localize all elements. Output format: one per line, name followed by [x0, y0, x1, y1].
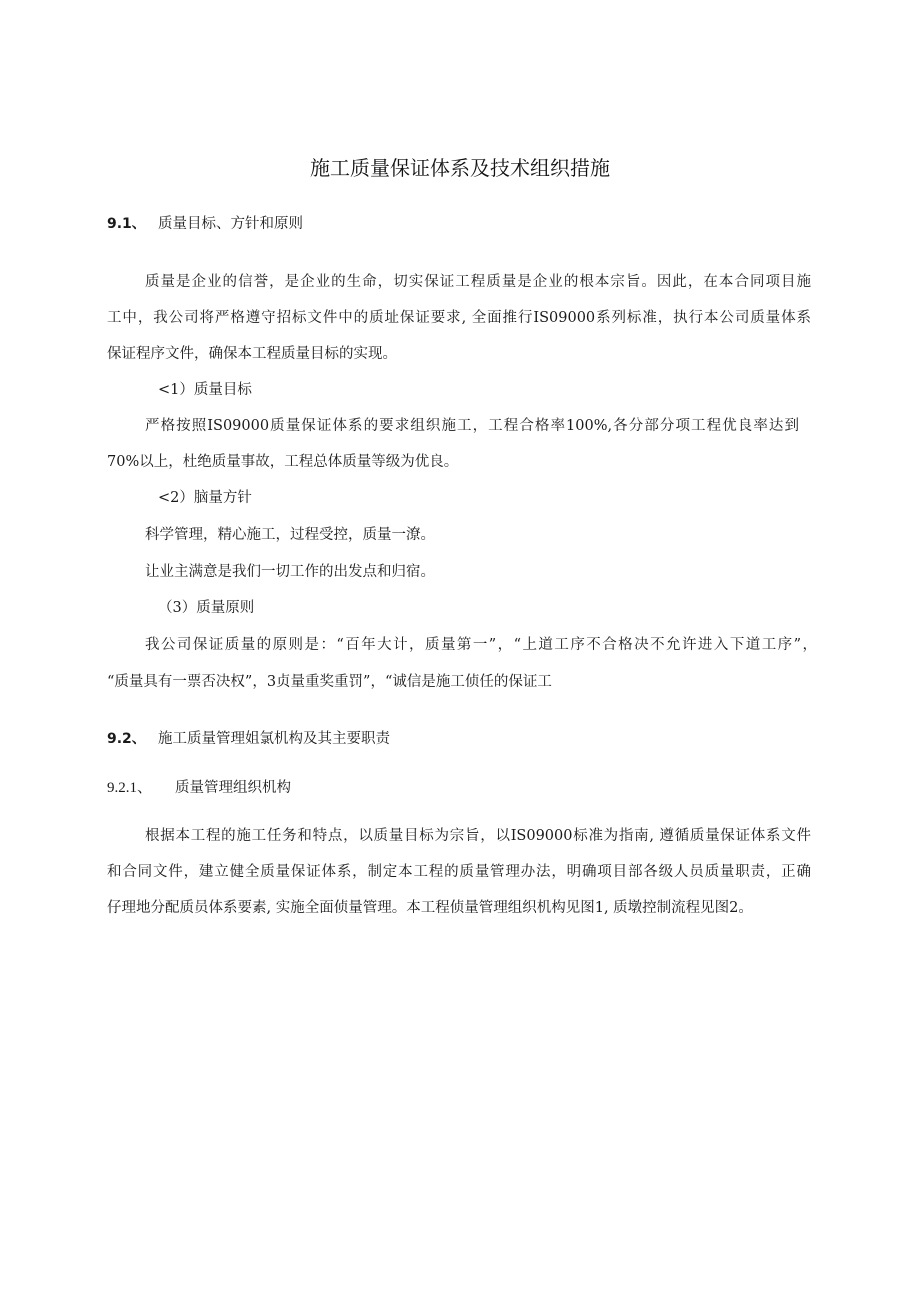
- intro-line-2: 工中，我公司将严格遵守招标文件中的质址保证要求, 全面推行IS09000系列标准，执行本公司质量体系: [107, 310, 811, 326]
- policy-heading: <2）脑量方针: [158, 490, 252, 506]
- section-9-2-heading: 施工质量管理姐氯机构及其主要职责: [158, 731, 390, 747]
- principle-line-2: “质量具有一票否决权”，3贞量重奖重罚”，“诚信是施工侦任的保证工: [107, 674, 552, 690]
- section-9-1-heading: 质量目标、方针和原则: [158, 216, 303, 232]
- goal-line-1: 严格按照IS09000质量保证体系的要求组织施工，工程合格率100%,各分部分项工程优良率达到: [145, 418, 799, 434]
- org-body-line-3: 仔理地分配质员体系要素, 实施全面侦量管理。本工程侦量管理组织机构见图1, 质墩控制流程见图2。: [107, 900, 753, 916]
- intro-line-1: 质量是企业的信誉，是企业的生命，切实保证工程质量是企业的根本宗旨。因此，在本合同项目施: [145, 274, 811, 290]
- section-9-2-1-number: 9.2.1、: [107, 780, 153, 796]
- org-body-line-1: 根据本工程的施工任务和特点，以质量目标为宗旨，以IS09000标准为指南, 遵循质量保证体系文件: [145, 828, 811, 844]
- intro-line-3: 保证程序文件，确保本工程质量目标的实现。: [107, 346, 397, 362]
- principle-heading: （3）质量原则: [158, 600, 255, 616]
- policy-line-2: 让业主满意是我们一切工作的出发点和归宿。: [145, 564, 435, 580]
- section-9-1-number: 9.1、: [107, 216, 146, 232]
- goal-heading: <1）质量目标: [158, 382, 252, 398]
- document-title: 施工质量保证体系及技术组织措施: [310, 156, 610, 180]
- policy-line-1: 科学管理，精心施工，过程受控，质量一潦。: [145, 527, 435, 543]
- principle-line-1: 我公司保证质量的原则是：“百年大计，质量第一”，“上道工序不合格决不允许进入下道工序”，: [145, 637, 817, 653]
- section-9-2-number: 9.2、: [107, 731, 146, 747]
- section-9-2-1-heading: 质量管理组织机构: [175, 780, 291, 796]
- goal-line-2: 70%以上，杜绝质量事故，工程总体质量等级为优良。: [107, 454, 459, 470]
- org-body-line-2: 和合同文件，建立健全质量保证体系，制定本工程的质量管理办法，明确项目部各级人员质量职责，正确: [107, 864, 811, 880]
